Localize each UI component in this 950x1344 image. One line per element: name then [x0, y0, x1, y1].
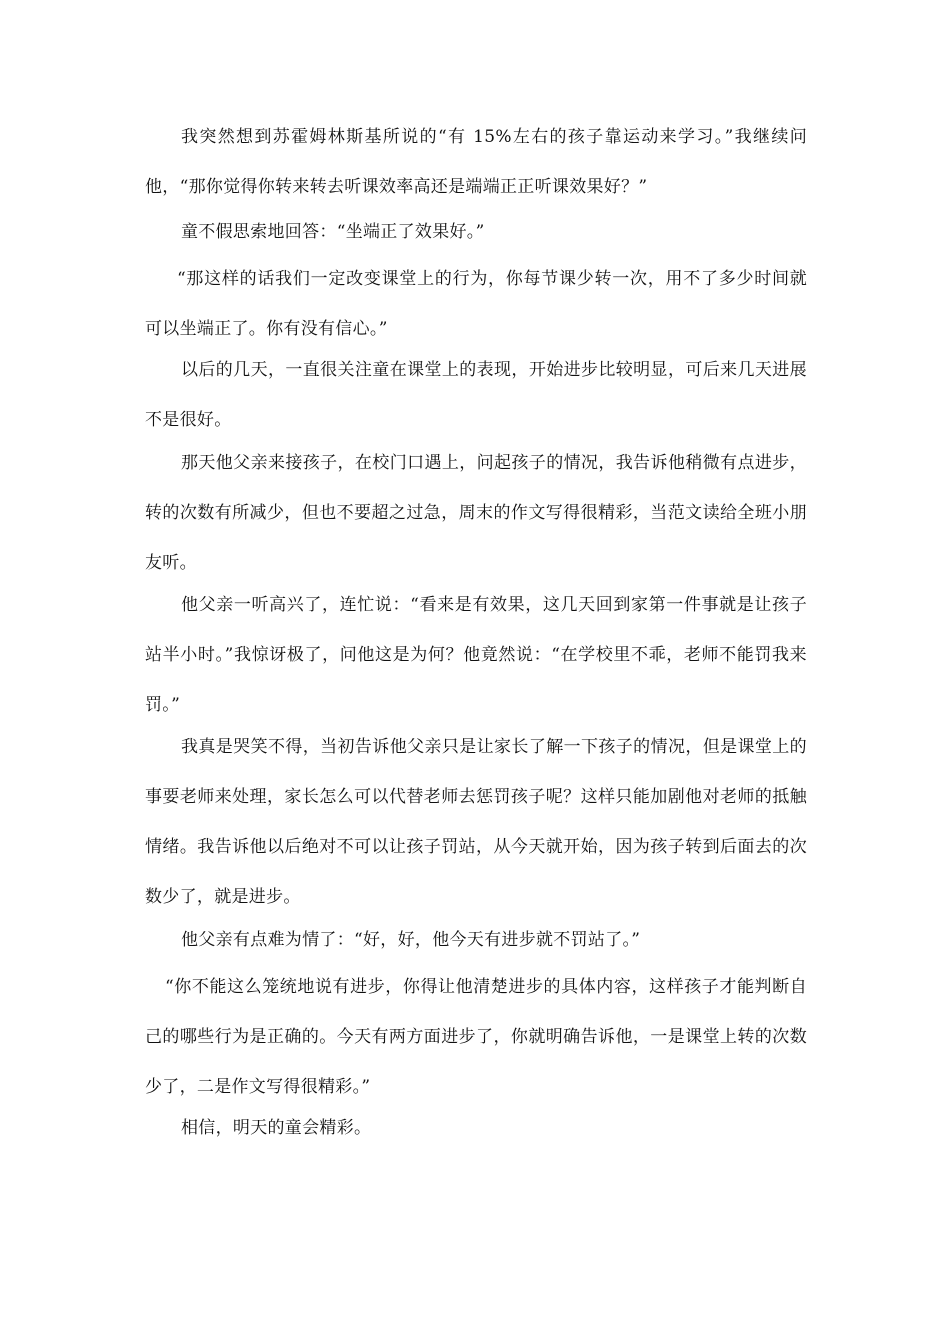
paragraph-10: 相信，明天的童会精彩。 — [181, 1118, 372, 1138]
paragraph-8: 他父亲有点难为情了：“好，好，他今天有进步就不罚站了。” — [181, 930, 641, 950]
paragraph-4: 以后的几天，一直很关注童在课堂上的表现，开始进步比较明显，可后来几天进展不是很好。 — [145, 360, 807, 430]
paragraph-9: “你不能这么笼统地说有进步，你得让他清楚进步的具体内容，这样孩子才能判断自己的哪些行为是正确的。今天有两方面进步了，你就明确告诉他，一是课堂上转的次数少了，二是作文写得很精彩。” — [145, 977, 807, 1097]
paragraph-7: 我真是哭笑不得，当初告诉他父亲只是让家长了解一下孩子的情况，但是课堂上的事要老师来处理，家长怎么可以代替老师去惩罚孩子呢？这样只能加剧他对老师的抵触情绪。我告诉他以后绝对不可以让孩子罚站，从今天就开始，因为孩子转到后面去的次数少了，就是进步。 — [145, 737, 807, 907]
paragraph-2: 童不假思索地回答：“坐端正了效果好。” — [181, 222, 485, 242]
paragraph-5: 那天他父亲来接孩子，在校门口遇上，问起孩子的情况，我告诉他稍微有点进步，转的次数有所减少，但也不要超之过急，周末的作文写得很精彩，当范文读给全班小朋友听。 — [145, 453, 807, 573]
paragraph-3: “那这样的话我们一定改变课堂上的行为，你每节课少转一次，用不了多少时间就可以坐端正了。你有没有信心。” — [145, 269, 807, 339]
paragraph-1: 我突然想到苏霍姆林斯基所说的“有 15%左右的孩子靠运动来学习。”我继续问他，“那你觉得你转来转去听课效率高还是端端正正听课效果好？” — [145, 127, 807, 197]
paragraph-6: 他父亲一听高兴了，连忙说：“看来是有效果，这几天回到家第一件事就是让孩子站半小时。”我惊讶极了，问他这是为何？他竟然说：“在学校里不乖，老师不能罚我来罚。” — [145, 595, 807, 715]
